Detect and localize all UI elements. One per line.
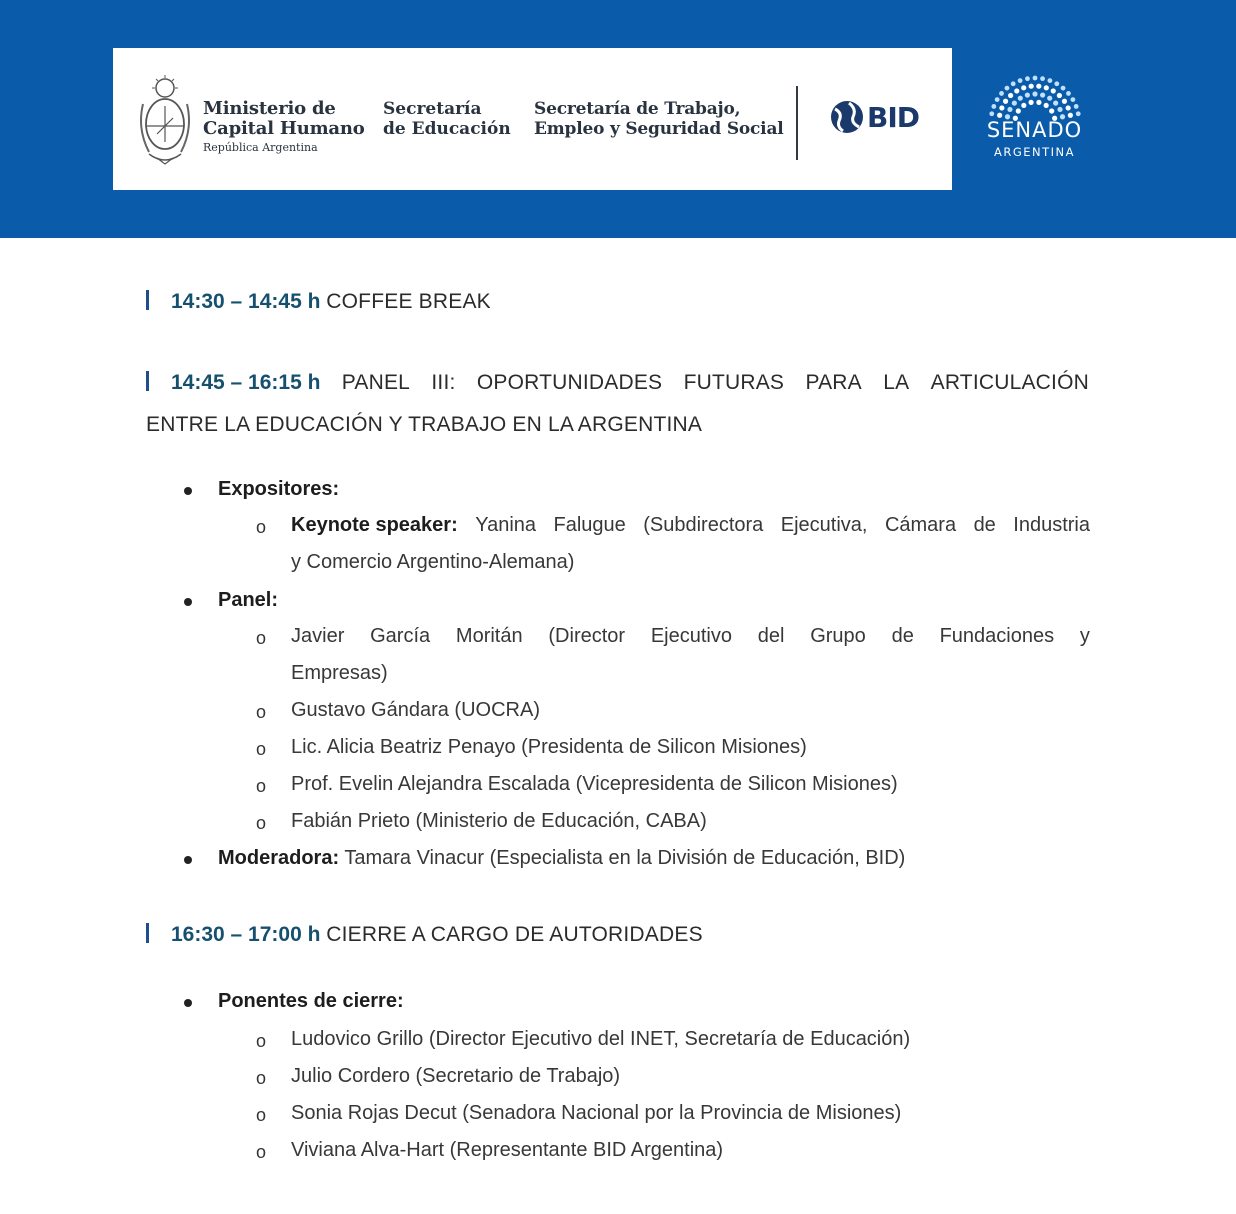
senado-seat-dot [1049,108,1054,113]
sub-bullet: o [256,776,267,796]
senado-seat-dot [1005,86,1010,91]
panel3-title-word: PANEL [341,371,411,394]
senado-seat-dot [1044,85,1049,90]
senado-seat-dot [1054,81,1059,86]
panelist1-line2: Empresas) [291,662,388,684]
keynote-word: Falugue [553,514,626,536]
secretaria-trabajo-line1: Secretaría de Trabajo, [534,99,741,119]
panel3-head [146,371,320,395]
ponente-item: Julio Cordero (Secretario de Trabajo) [291,1065,621,1087]
sub-bullet: o [256,517,267,537]
bullet-dot [184,598,192,606]
panel3-title-word: ARTICULACIÓN [930,371,1089,394]
sub-bullet: o [256,702,267,722]
logo-card [113,48,952,190]
panelist1-word: Ejecutivo [650,625,732,647]
keynote-label: Keynote speaker: [291,514,458,536]
keynote-word: Yanina [475,514,537,536]
senado-subtitle: ARGENTINA [993,145,1076,159]
panelist1-word: del [757,625,785,647]
senado-seat-dot [1066,91,1071,96]
senado-seat-dot [1036,84,1041,89]
senado-seat-dot [1074,104,1079,109]
senado-seat-dot [1018,78,1023,83]
bullet-dot [184,856,192,864]
senado-seat-dot [1057,93,1062,98]
panelist1-word: y [1079,625,1090,647]
senado-seat-dot [1062,99,1067,104]
secretaria-trabajo-line2: Empleo y Seguridad Social [534,119,784,139]
panel3-title-line2: ENTRE LA EDUCACIÓN Y TRABAJO EN LA ARGENTINA [146,413,703,436]
panelist1-word: García [370,625,431,647]
senado-seat-dot [1061,86,1066,91]
ministerio-logo-text [203,99,365,156]
coat-of-arms-icon [137,74,193,166]
ponente-item: Sonia Rojas Decut (Senadora Nacional por la Provincia de Misiones) [291,1102,902,1124]
senado-seat-dot [1014,88,1019,93]
moderadora-label: Moderadora: [218,847,340,869]
senado-seat-dot [1021,103,1026,108]
agenda-bar-marker [146,371,149,391]
senado-seat-dot [1057,107,1062,112]
agenda-bar-marker [146,290,149,310]
bid-globe-icon [829,99,865,135]
senado-logo [952,38,1117,203]
senado-seat-dot [1040,76,1045,81]
ponentes-label: Ponentes de cierre: [218,990,404,1012]
agenda-item-closing [146,923,703,947]
senado-seat-dot [1025,92,1030,97]
logo-divider [796,86,798,160]
sub-bullet: o [256,1031,267,1051]
header-band [0,0,1236,238]
senado-seat-dot [1003,99,1008,104]
senado-seat-dot [1053,100,1058,105]
senado-seat-dot [1036,100,1041,105]
senado-seat-dot [1051,88,1056,93]
senado-seat-dot [1016,108,1021,113]
senado-seat-dot [1033,76,1038,81]
keynote-line2: y Comercio Argentino-Alemana) [291,551,575,573]
sub-bullet: o [256,1105,267,1125]
senado-seat-dot [1044,103,1049,108]
panelist-item: Gustavo Gándara (UOCRA) [291,699,540,721]
panelist1-word: Fundaciones [939,625,1055,647]
ponente-item: Viviana Alva-Hart (Representante BID Argentina) [291,1139,724,1161]
senado-seat-dot [1018,96,1023,101]
panelist1-word: de [891,625,914,647]
panelist1-word: Grupo [810,625,866,647]
sub-bullet: o [256,628,267,648]
senado-title: SENADO [986,118,1083,142]
panelist1-line1 [291,625,1090,648]
senado-seat-dot [1028,100,1033,105]
panelist-item: Lic. Alicia Beatriz Penayo (Presidenta de Silicon Misiones) [291,736,807,758]
sub-bullet: o [256,1142,267,1162]
sub-bullet: o [256,1068,267,1088]
senado-seat-dot [1047,96,1052,101]
panelist-item: Fabián Prieto (Ministerio de Educación, CABA) [291,810,707,832]
ministerio-line2: Capital Humano [203,118,365,139]
moderadora-text: Tamara Vinacur (Especialista en la División de Educación, BID) [344,847,906,869]
panel3-title-word: FUTURAS [683,371,785,394]
agenda-item-coffee [146,290,491,314]
senado-seat-dot [1025,76,1030,81]
senado-seat-dot [999,105,1004,110]
secretaria-educacion-line1: Secretaría [383,99,482,119]
panel3-title-word: III: [431,371,456,394]
keynote-word: de [973,514,996,536]
agenda-time: 14:45 – 16:15 h [171,371,321,394]
expositores-label: Expositores: [218,478,340,500]
panelist-item: Prof. Evelin Alejandra Escalada (Vicepresidenta de Silicon Misiones) [291,773,898,795]
ministerio-line3: República Argentina [203,141,318,154]
senado-seat-dot [1040,92,1045,97]
agenda-item-panel3-line1 [146,371,1089,395]
keynote-word: Industria [1013,514,1090,536]
senado-seat-dot [1021,85,1026,90]
panel3-title-word: OPORTUNIDADES [476,371,663,394]
secretaria-educacion-logo-text [383,99,511,139]
bid-logo-text: BID [867,100,920,134]
panel3-title-word: PARA [805,371,862,394]
keynote-word: Ejecutiva, [780,514,868,536]
senado-seat-dot [989,111,994,116]
senado-seat-dot [1011,81,1016,86]
agenda-time: 16:30 – 17:00 h [171,923,321,946]
sub-bullet: o [256,739,267,759]
secretaria-trabajo-logo-text [534,99,784,139]
senado-seat-dot [1029,84,1034,89]
sub-bullet: o [256,813,267,833]
senado-seat-dot [1076,111,1081,116]
panel3-title-word: LA [883,371,910,394]
agenda-time: 14:30 – 14:45 h [171,290,321,313]
senado-seat-dot [999,91,1004,96]
ponente-item: Ludovico Grillo (Director Ejecutivo del INET, Secretaría de Educación) [291,1028,911,1050]
secretaria-educacion-line2: de Educación [383,119,511,139]
senado-seat-dot [1048,78,1053,83]
agenda-title: CIERRE A CARGO DE AUTORIDADES [326,923,703,946]
moderadora-line [218,847,905,870]
bid-logo [829,98,919,136]
panelist1-word: (Director [548,625,626,647]
panelist1-word: Moritán [455,625,523,647]
keynote-line1 [291,514,1090,537]
senado-seat-dot [1007,107,1012,112]
senado-seat-dot [991,104,996,109]
panel-label: Panel: [218,589,279,611]
ministerio-line1: Ministerio de [203,98,336,119]
senado-seat-dot [1008,93,1013,98]
senado-seat-dot [1070,97,1075,102]
senado-seat-dot [995,97,1000,102]
senado-seat-dot [1032,91,1037,96]
bullet-dot [184,487,192,495]
senado-seats-icon [987,72,1083,122]
keynote-word: Cámara [884,514,957,536]
senado-seat-dot [1012,100,1017,105]
bullet-dot [184,999,192,1007]
keynote-word: (Subdirectora [643,514,764,536]
senado-seat-dot [1066,105,1071,110]
agenda-bar-marker [146,923,149,943]
panelist1-word: Javier [291,625,345,647]
agenda-title: COFFEE BREAK [326,290,491,313]
